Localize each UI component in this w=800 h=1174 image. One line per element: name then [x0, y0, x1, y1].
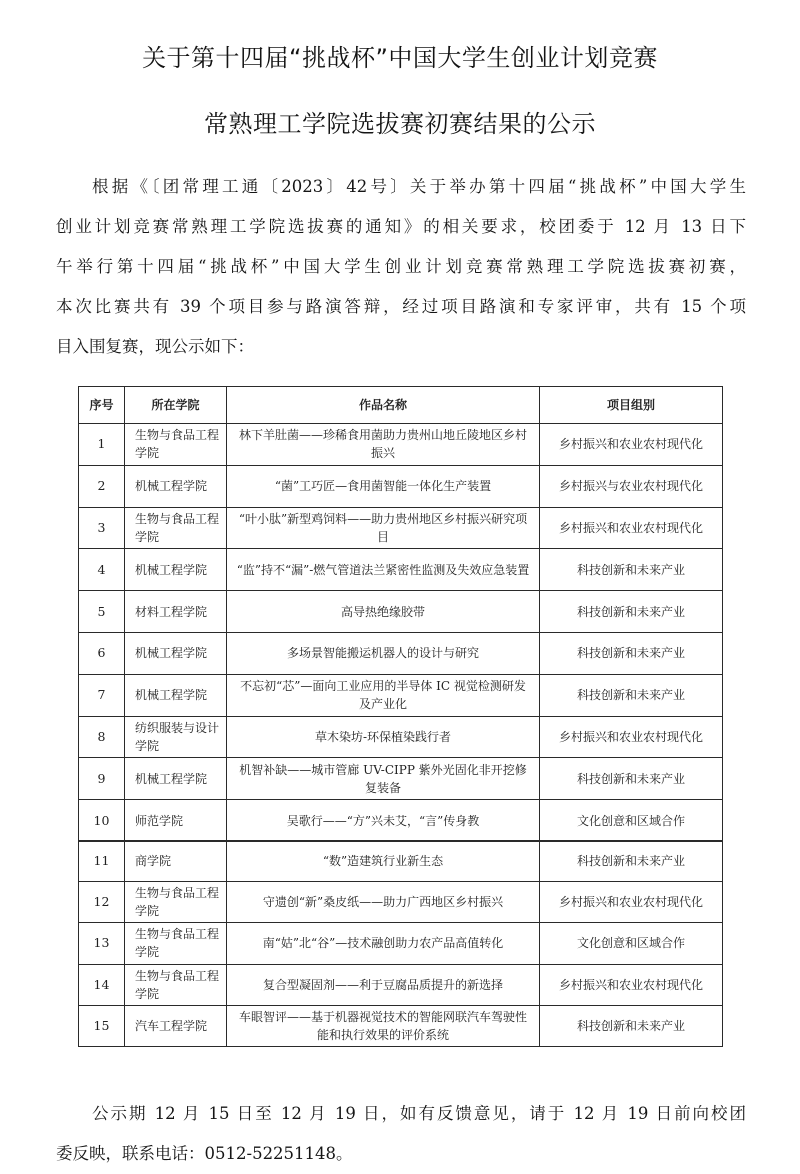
row-college: 生物与食品工程学院	[125, 882, 227, 923]
table-row	[79, 632, 723, 674]
row-no: 14	[79, 964, 125, 1005]
row-college: 商学院	[125, 841, 227, 882]
row-no: 13	[79, 923, 125, 964]
row-work: 高导热绝缘胶带	[227, 591, 540, 633]
row-college: 机械工程学院	[125, 758, 227, 800]
row-no: 15	[79, 1005, 125, 1046]
row-no: 8	[79, 716, 125, 758]
closing-line: 公示期 12 月 15 日至 12 月 19 日，如有反馈意见，请于 12 月 19 日前向校团	[92, 1104, 746, 1123]
row-work: 车眼智评——基于机器视觉技术的智能网联汽车驾驶性能和执行效果的评价系统	[227, 1005, 540, 1046]
row-no: 3	[79, 507, 125, 549]
row-college: 生物与食品工程学院	[125, 923, 227, 964]
table-row	[79, 964, 723, 1005]
table-row	[79, 674, 723, 716]
header-college: 所在学院	[125, 387, 227, 424]
table-row	[79, 882, 723, 923]
intro-line: 根据《〔团常理工通〔2023〕42号〕关于举办第十四届“挑战杯”中国大学生	[92, 177, 746, 196]
row-college: 师范学院	[125, 800, 227, 842]
row-group: 科技创新和未来产业	[540, 549, 723, 591]
intro-line: 午举行第十四届“挑战杯”中国大学生创业计划竞赛常熟理工学院选拔赛初赛，	[56, 257, 746, 276]
row-no: 12	[79, 882, 125, 923]
row-work: 多场景智能搬运机器人的设计与研究	[227, 632, 540, 674]
row-no: 6	[79, 632, 125, 674]
row-no: 10	[79, 800, 125, 842]
row-group: 乡村振兴和农业农村现代化	[540, 424, 723, 466]
row-no: 2	[79, 465, 125, 507]
results-table-part-2	[78, 840, 723, 1047]
closing-line: 委反映，联系电话：0512-52251148。	[56, 1144, 353, 1163]
intro-line: 目入围复赛，现公示如下：	[56, 337, 254, 356]
row-group: 乡村振兴和农业农村现代化	[540, 716, 723, 758]
row-work: 林下羊肚菌——珍稀食用菌助力贵州山地丘陵地区乡村振兴	[227, 424, 540, 466]
row-group: 科技创新和未来产业	[540, 674, 723, 716]
row-no: 1	[79, 424, 125, 466]
table-row	[79, 591, 723, 633]
table-row	[79, 465, 723, 507]
table-header-row	[79, 387, 723, 424]
intro-paragraph	[56, 167, 746, 367]
row-work: “叶小肽”新型鸡饲料——助力贵州地区乡村振兴研究项目	[227, 507, 540, 549]
row-college: 生物与食品工程学院	[125, 424, 227, 466]
row-work: “数”造建筑行业新生态	[227, 841, 540, 882]
table-row	[79, 1005, 723, 1046]
row-group: 科技创新和未来产业	[540, 591, 723, 633]
row-group: 文化创意和区域合作	[540, 923, 723, 964]
table-row	[79, 758, 723, 800]
row-college: 机械工程学院	[125, 549, 227, 591]
table-row	[79, 507, 723, 549]
row-group: 科技创新和未来产业	[540, 1005, 723, 1046]
table-row	[79, 800, 723, 842]
table-row	[79, 716, 723, 758]
row-work: 草木染坊-环保植染践行者	[227, 716, 540, 758]
header-group: 项目组别	[540, 387, 723, 424]
row-college: 生物与食品工程学院	[125, 507, 227, 549]
row-group: 文化创意和区域合作	[540, 800, 723, 842]
row-group: 乡村振兴和农业农村现代化	[540, 507, 723, 549]
header-work: 作品名称	[227, 387, 540, 424]
row-no: 7	[79, 674, 125, 716]
row-work: 守遗创“新”桑皮纸——助力广西地区乡村振兴	[227, 882, 540, 923]
row-group: 科技创新和未来产业	[540, 841, 723, 882]
intro-line: 本次比赛共有 39 个项目参与路演答辩，经过项目路演和专家评审，共有 15 个项	[56, 297, 746, 316]
table-row	[79, 549, 723, 591]
table-row	[79, 923, 723, 964]
row-college: 生物与食品工程学院	[125, 964, 227, 1005]
row-group: 乡村振兴和农业农村现代化	[540, 964, 723, 1005]
row-no: 11	[79, 841, 125, 882]
row-group: 科技创新和未来产业	[540, 632, 723, 674]
row-college: 机械工程学院	[125, 465, 227, 507]
row-work: 不忘初“芯”—面向工业应用的半导体 IC 视觉检测研发及产业化	[227, 674, 540, 716]
row-no: 9	[79, 758, 125, 800]
row-work: 吴歌行——“方”兴未艾，“言”传身教	[227, 800, 540, 842]
row-group: 乡村振兴和农业农村现代化	[540, 882, 723, 923]
row-no: 4	[79, 549, 125, 591]
closing-paragraph	[56, 1094, 746, 1174]
row-group: 科技创新和未来产业	[540, 758, 723, 800]
notice-title-line-2: 常熟理工学院选拔赛初赛结果的公示	[204, 110, 596, 138]
table-row	[79, 841, 723, 882]
row-work: 机智补缺——城市管廊 UV-CIPP 紫外光固化非开挖修复装备	[227, 758, 540, 800]
header-no: 序号	[79, 387, 125, 424]
row-college: 机械工程学院	[125, 674, 227, 716]
row-work: “菌”工巧匠—食用菌智能一体化生产装置	[227, 465, 540, 507]
row-college: 汽车工程学院	[125, 1005, 227, 1046]
row-work: “监”持不“漏”-燃气管道法兰紧密性监测及失效应急装置	[227, 549, 540, 591]
row-work: 南“姑”北“谷”—技术融创助力农产品高值转化	[227, 923, 540, 964]
row-group: 乡村振兴与农业农村现代化	[540, 465, 723, 507]
row-college: 纺织服装与设计学院	[125, 716, 227, 758]
row-work: 复合型凝固剂——利于豆腐品质提升的新选择	[227, 964, 540, 1005]
row-college: 机械工程学院	[125, 632, 227, 674]
table-row	[79, 424, 723, 466]
results-table-part-1	[78, 386, 723, 842]
row-no: 5	[79, 591, 125, 633]
notice-title-line-1: 关于第十四届“挑战杯”中国大学生创业计划竞赛	[142, 44, 658, 72]
intro-line: 创业计划竞赛常熟理工学院选拔赛的通知》的相关要求，校团委于 12 月 13 日下	[56, 217, 746, 236]
row-college: 材料工程学院	[125, 591, 227, 633]
